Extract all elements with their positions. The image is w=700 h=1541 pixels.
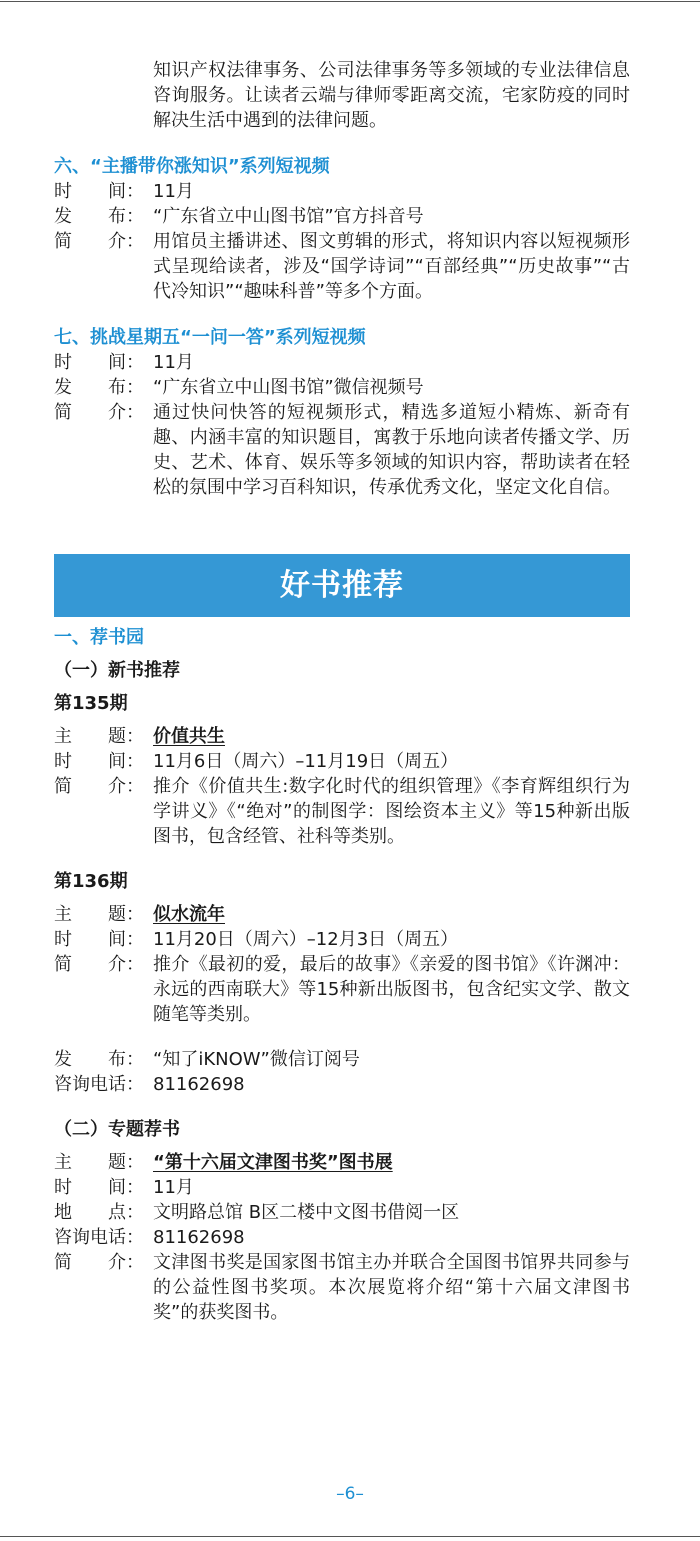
theme-label: 主 题： [54, 1152, 144, 1173]
bottom-rule [0, 1536, 700, 1537]
topic-books-subheading: （二）专题荐书 [54, 1119, 180, 1140]
time-label: 时 间： [54, 352, 144, 373]
section7-publish-row [54, 375, 630, 400]
theme-label: 主 题： [54, 904, 144, 925]
section7-heading: 七、挑战星期五“一问一答”系列短视频 [54, 327, 366, 348]
section6-publish-row [54, 204, 630, 229]
page-number: –6– [336, 1484, 364, 1504]
publish-label: 发 布： [54, 206, 144, 227]
time-label: 时 间： [54, 751, 144, 772]
intro-label: 简 介： [54, 776, 144, 797]
section-banner: 好书推荐 [54, 554, 630, 617]
topic-theme-row [54, 1150, 630, 1175]
publish-value: “知了iKNOW”微信订阅号 [153, 1049, 360, 1070]
intro-label: 简 介： [54, 1252, 144, 1273]
phone-label: 咨询电话： [54, 1074, 144, 1095]
intro-label: 简 介： [54, 231, 144, 252]
issue-136-title: 第136期 [54, 871, 128, 892]
issue-135-time-row [54, 749, 630, 774]
theme-value: “第十六届文津图书奖”图书展 [153, 1152, 393, 1173]
new-books-phone-row [54, 1072, 630, 1097]
issue-135-title: 第135期 [54, 693, 128, 714]
theme-label: 主 题： [54, 726, 144, 747]
publish-label: 发 布： [54, 377, 144, 398]
section6-time-row [54, 179, 630, 204]
intro-value: 推介《最初的爱，最后的故事》《亲爱的图书馆》《许渊冲：永远的西南联大》等15种新出版图书，包含纪实文学、散文随笔等类别。 [153, 954, 630, 1025]
topic-intro-row [54, 1250, 630, 1325]
intro-label: 简 介： [54, 954, 144, 975]
place-value: 文明路总馆 B区二楼中文图书借阅一区 [153, 1202, 460, 1223]
time-value: 11月6日（周六）–11月19日（周五） [153, 751, 459, 772]
new-books-subheading: （一）新书推荐 [54, 660, 180, 681]
issue-136-theme-row [54, 902, 630, 927]
intro-value: 文津图书奖是国家图书馆主办并联合全国图书馆界共同参与的公益性图书奖项。本次展览将介绍“第十六届文津图书奖”的获奖图书。 [153, 1252, 630, 1323]
issue-135-theme-row [54, 724, 630, 749]
publish-value: “广东省立中山图书馆”微信视频号 [153, 377, 424, 398]
section7-time-row [54, 350, 630, 375]
phone-label: 咨询电话： [54, 1227, 144, 1248]
time-label: 时 间： [54, 181, 144, 202]
topic-phone-row [54, 1225, 630, 1250]
issue-136-time-row [54, 927, 630, 952]
issue-136-intro-row [54, 952, 630, 1027]
place-label: 地 点： [54, 1202, 144, 1223]
time-value: 11月 [153, 181, 194, 202]
section6-heading: 六、“主播带你涨知识”系列短视频 [54, 156, 330, 177]
phone-value: 81162698 [153, 1074, 245, 1095]
publish-label: 发 布： [54, 1049, 144, 1070]
theme-value: 似水流年 [153, 904, 225, 925]
time-label: 时 间： [54, 929, 144, 950]
time-value: 11月 [153, 352, 194, 373]
book-garden-heading: 一、荐书园 [54, 627, 144, 648]
topic-time-row [54, 1175, 630, 1200]
top-rule [0, 1, 700, 2]
section7-intro-row [54, 400, 630, 500]
issue-135-intro-row [54, 774, 630, 849]
new-books-publish-row [54, 1047, 630, 1072]
intro-continuation: 知识产权法律事务、公司法律事务等多领域的专业法律信息咨询服务。让读者云端与律师零距离交流，宅家防疫的同时解决生活中遇到的法律问题。 [153, 60, 630, 131]
time-value: 11月 [153, 1177, 194, 1198]
section6-intro-row [54, 229, 630, 304]
theme-value: 价值共生 [153, 726, 225, 747]
phone-value: 81162698 [153, 1227, 245, 1248]
intro-value: 推介《价值共生:数字化时代的组织管理》《李育辉组织行为学讲义》《“绝对”的制图学：图绘资本主义》等15种新出版图书，包含经管、社科等类别。 [153, 776, 630, 847]
intro-value: 用馆员主播讲述、图文剪辑的形式，将知识内容以短视频形式呈现给读者，涉及“国学诗词”“百部经典”“历史故事”“古代冷知识”“趣味科普”等多个方面。 [153, 231, 630, 302]
intro-label: 简 介： [54, 402, 144, 423]
time-label: 时 间： [54, 1177, 144, 1198]
publish-value: “广东省立中山图书馆”官方抖音号 [153, 206, 424, 227]
intro-value: 通过快问快答的短视频形式，精选多道短小精炼、新奇有趣、内涵丰富的知识题目，寓教于乐地向读者传播文学、历史、艺术、体育、娱乐等多领域的知识内容，帮助读者在轻松的氛围中学习百科知识，传承优秀文化，坚定文化自信。 [153, 402, 630, 498]
time-value: 11月20日（周六）–12月3日（周五） [153, 929, 459, 950]
topic-place-row [54, 1200, 630, 1225]
page-content [54, 58, 630, 1325]
